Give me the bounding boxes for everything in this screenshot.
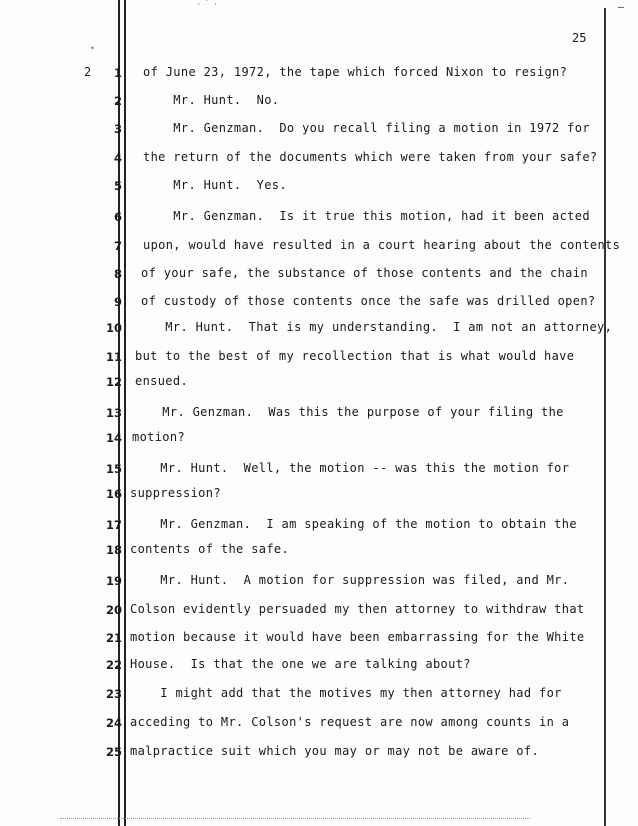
line-number: 9	[113, 295, 122, 309]
left-margin-rule-inner	[124, 0, 126, 826]
transcript-line: Mr. Genzman. I am speaking of the motion to obtain the	[130, 517, 577, 531]
line-number: 1	[113, 66, 122, 80]
line-number: 5	[113, 179, 122, 193]
transcript-line: I might add that the motives my then attorney had for	[130, 686, 562, 700]
transcript-line: motion because it would have been embarrassing for the White	[130, 630, 585, 644]
line-number: 4	[113, 151, 122, 165]
line-number: 16	[105, 487, 122, 501]
transcript-line: Mr. Hunt. No.	[143, 93, 280, 107]
page-number: 25	[572, 31, 587, 45]
line-number: 12	[105, 375, 122, 389]
stray-dot: •	[90, 44, 95, 53]
line-number: 24	[105, 716, 122, 730]
line-number: 23	[105, 687, 122, 701]
line-number: 18	[105, 543, 122, 557]
transcript-line: upon, would have resulted in a court hearing about the contents	[143, 238, 621, 252]
transcript-line: but to the best of my recollection that is what would have	[135, 349, 575, 363]
outer-margin-number: 2	[84, 65, 92, 79]
right-margin-rule	[604, 8, 606, 826]
line-number: 11	[105, 350, 122, 364]
transcript-line: Colson evidently persuaded my then attorney to withdraw that	[130, 602, 585, 616]
bottom-scan-noise	[60, 818, 530, 821]
transcript-line: Mr. Hunt. Well, the motion -- was this the motion for	[130, 461, 570, 475]
transcript-line: Mr. Genzman. Is it true this motion, had it been acted	[143, 209, 590, 223]
transcript-line: Mr. Hunt. A motion for suppression was filed, and Mr.	[130, 573, 570, 587]
transcript-line: motion?	[132, 430, 186, 444]
transcript-line: ensued.	[135, 374, 189, 388]
line-number: 25	[105, 745, 122, 759]
transcript-line: Mr. Hunt. That is my understanding. I am not an attorney,	[135, 320, 613, 334]
line-number: 3	[113, 122, 122, 136]
transcript-line: House. Is that the one we are talking about?	[130, 657, 471, 671]
line-number: 10	[105, 321, 122, 335]
transcript-line: of your safe, the substance of those contents and the chain	[141, 266, 588, 280]
line-number: 14	[105, 431, 122, 445]
line-number: 20	[105, 603, 122, 617]
corner-mark: —	[618, 2, 625, 13]
line-number: 6	[113, 210, 122, 224]
scan-specks: ·˙·	[196, 0, 222, 10]
line-number: 19	[105, 574, 122, 588]
transcript-line: of custody of those contents once the safe was drilled open?	[141, 294, 596, 308]
transcript-line: of June 23, 1972, the tape which forced Nixon to resign?	[143, 65, 568, 79]
line-number: 13	[105, 406, 122, 420]
line-number: 7	[113, 239, 122, 253]
transcript-line: suppression?	[130, 486, 221, 500]
line-number: 2	[113, 94, 122, 108]
transcript-line: Mr. Hunt. Yes.	[143, 178, 287, 192]
line-number: 8	[113, 267, 122, 281]
transcript-line: contents of the safe.	[130, 542, 290, 556]
line-number: 21	[105, 631, 122, 645]
line-number: 17	[105, 518, 122, 532]
transcript-line: the return of the documents which were taken from your safe?	[143, 150, 598, 164]
transcript-line: acceding to Mr. Colson's request are now among counts in a	[130, 715, 570, 729]
transcript-line: Mr. Genzman. Was this the purpose of your filing the	[132, 405, 564, 419]
line-number: 22	[105, 658, 122, 672]
transcript-line: malpractice suit which you may or may not be aware of.	[130, 744, 540, 758]
transcript-line: Mr. Genzman. Do you recall filing a motion in 1972 for	[143, 121, 590, 135]
line-number: 15	[105, 462, 122, 476]
